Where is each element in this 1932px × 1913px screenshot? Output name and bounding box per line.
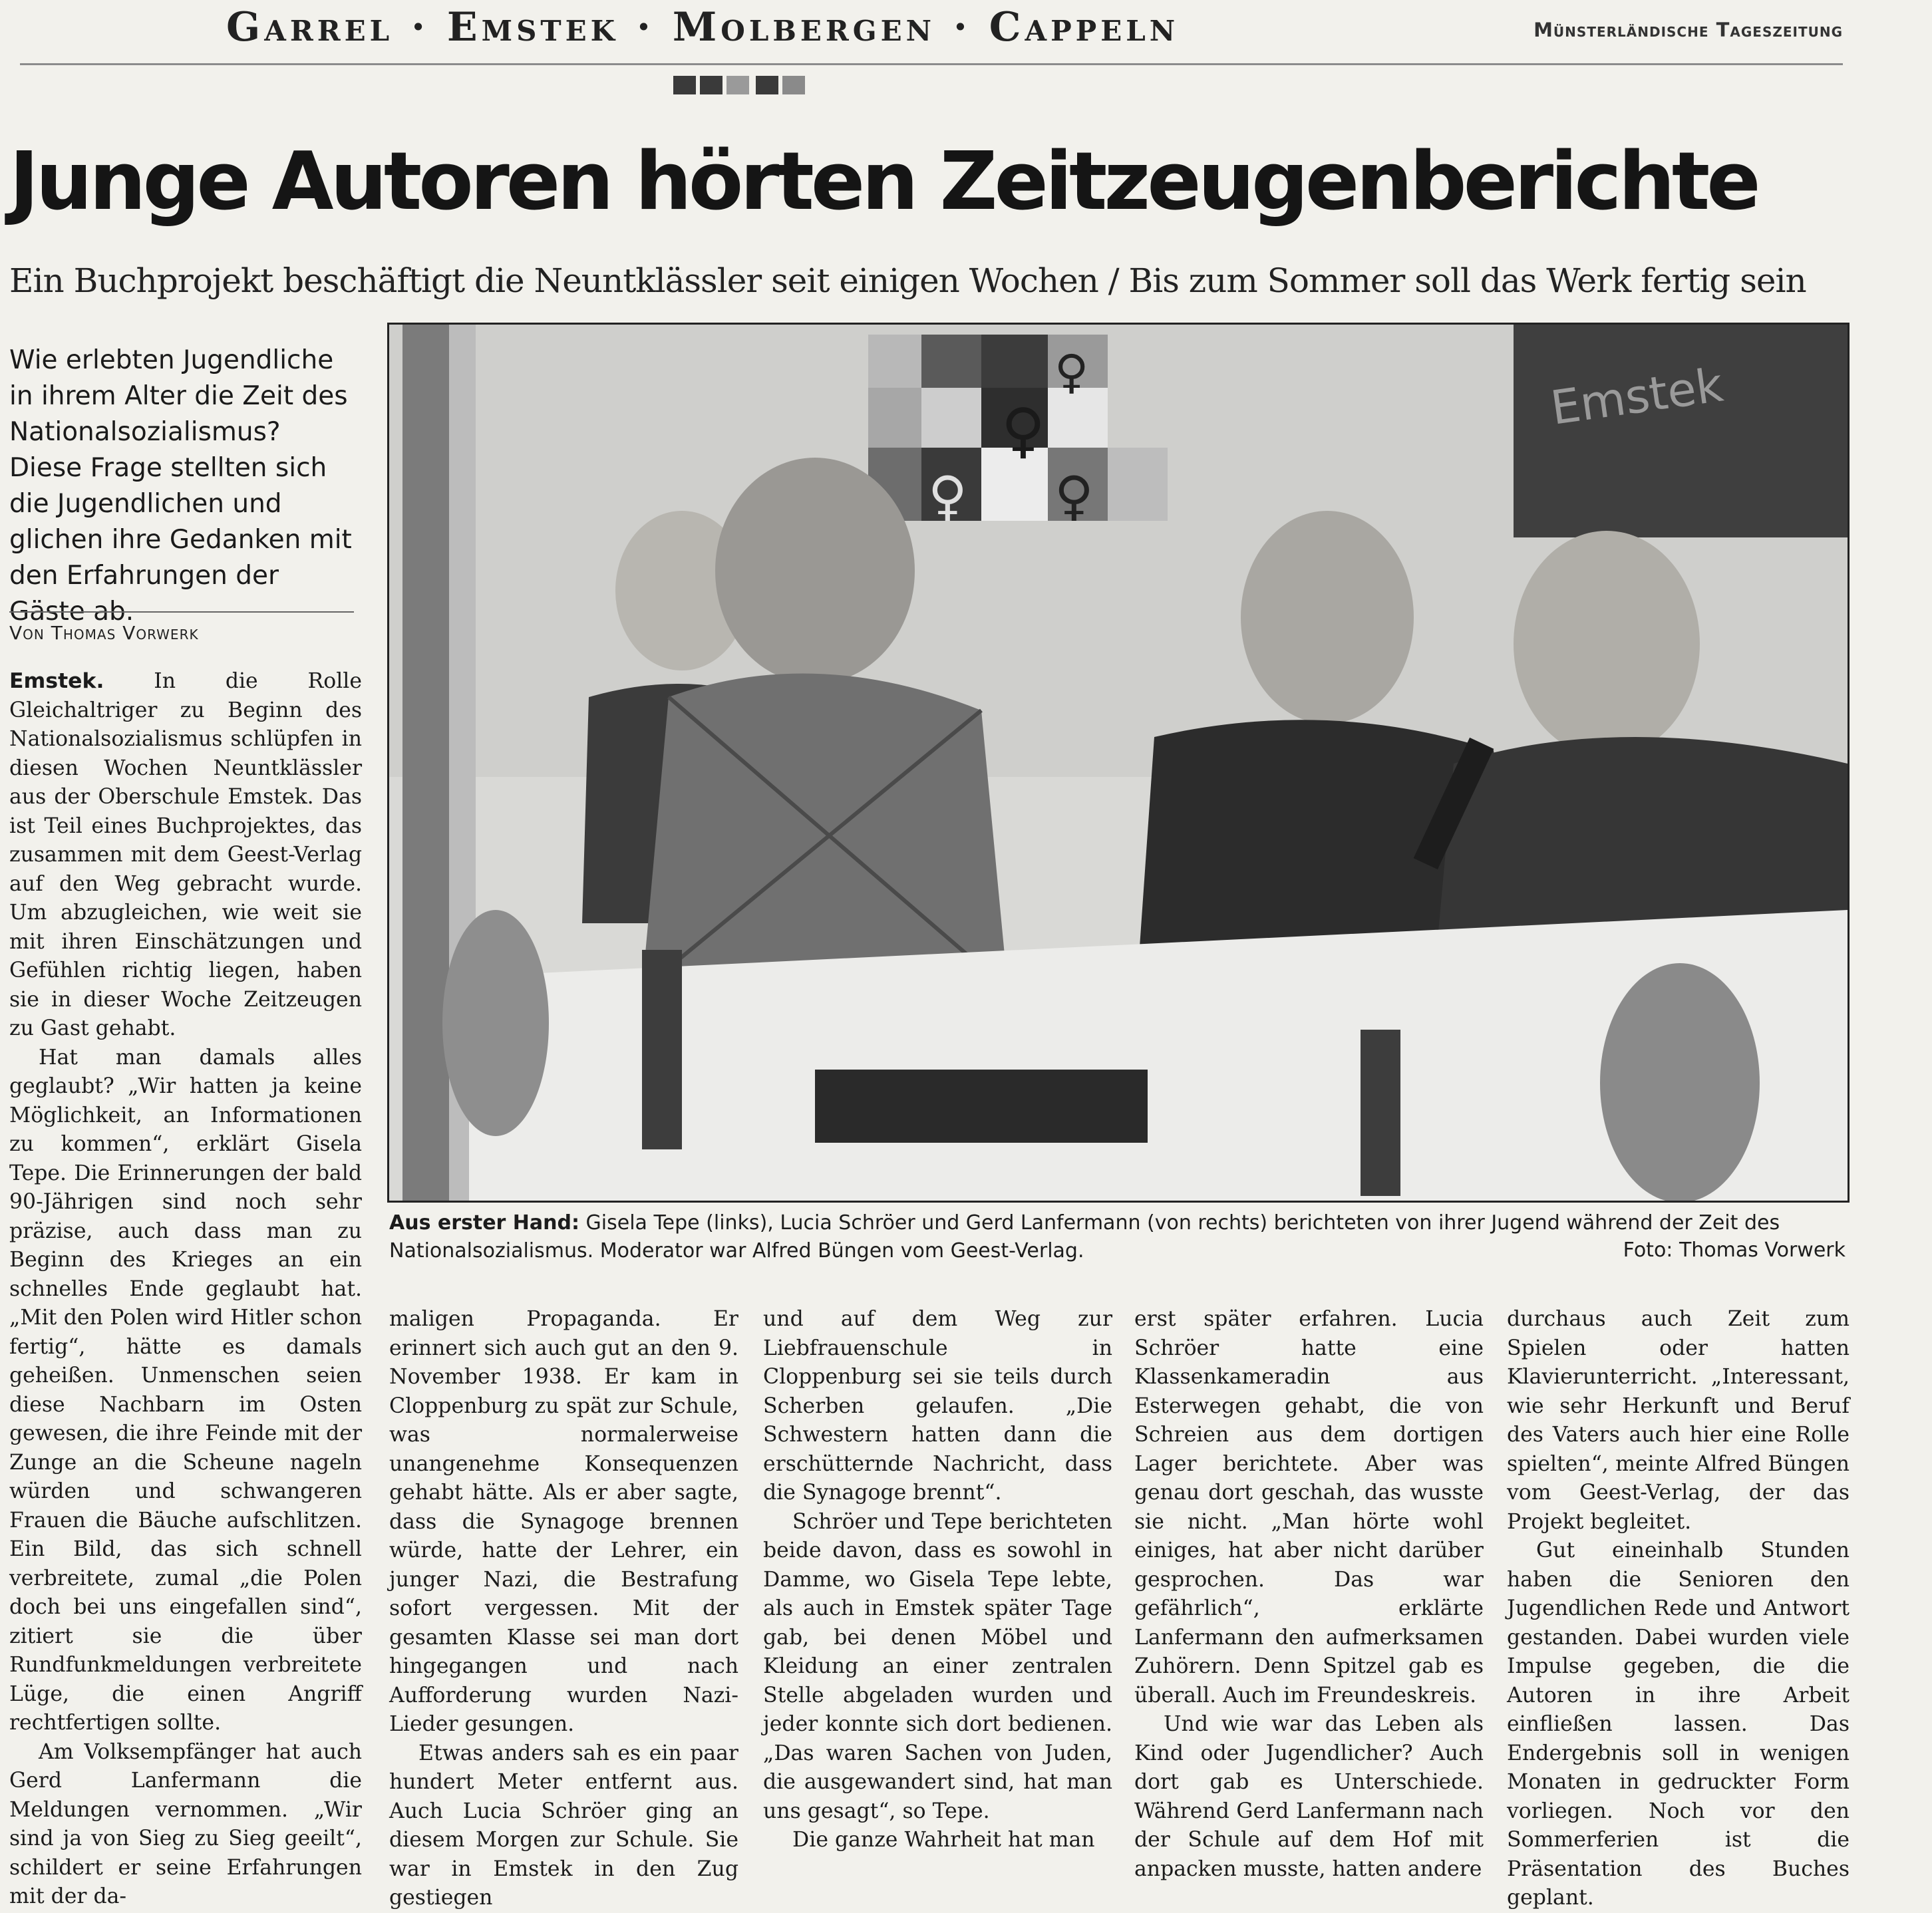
paragraph: Schröer und Tepe berichteten beide davon, dass es sowohl in Damme, wo Gisela Tepe lebte, als auch in Emstek später Tage gab, bei denen Möbel und Kleidung an einer zentralen Stelle abgeladen wurden und jeder konnte sich dort bedienen. „Das waren Sachen von Juden, die ausgewandert sind, hat man uns gesagt“, so Tepe. (763, 1509, 1112, 1823)
photo-credit: Foto: Thomas Vorwerk (1623, 1239, 1846, 1262)
svg-text:Emstek: Emstek (1547, 357, 1726, 436)
paragraph: Am Volksempfänger hat auch Gerd Lanfermann die Meldungen vernommen. „Wir sind ja von Sieg zu Sieg geeilt“, schildert er seine Erfahrungen mit der da- (9, 1739, 362, 1908)
paragraph (9, 667, 362, 1044)
photo-illustration (389, 325, 1848, 1201)
news-photo (387, 323, 1850, 1203)
marker-block (726, 76, 749, 94)
svg-text:♀: ♀ (1054, 345, 1089, 399)
svg-text:♀: ♀ (1054, 465, 1094, 527)
paragraph-text: In die Rolle Gleichaltriger zu Beginn des Nationalsozialismus schlüpfen in diesen Wochen Neuntklässler aus der Oberschule Emstek. Das ist Teil eines Buchprojektes, das zusammen mit dem Geest-Verlag auf den Weg gebracht wurde. Um abzugleichen, wie weit sie mit ihren Einschätzungen und Gefühlen richtig liegen, haben sie in dieser Woche Zeitzeugen zu Gast gehabt. (9, 669, 362, 1040)
dateline-city: Emstek. (9, 669, 104, 693)
teaser: Wie erlebten Jugendliche in ihrem Alter die Zeit des Nationalsozialismus? Diese Frage stellten sich die Jugendlichen und glichen ihre Gedanken mit den Erfahrungen der Gäste ab. (9, 345, 352, 627)
byline: Von Thomas Vorwerk (9, 622, 199, 644)
svg-text:♀: ♀ (928, 465, 967, 527)
table (442, 910, 1848, 1201)
masthead (20, 0, 1843, 65)
paragraph: und auf dem Weg zur Liebfrauenschule in Cloppenburg sei sie teils durch Scherben gelaufen. „Die Schwestern hatten dann die erschütternde Nachricht, dass die Synagoge brennt“. (763, 1307, 1112, 1505)
newspaper-name: Münsterländische Tageszeitung (1533, 19, 1843, 41)
byline-divider (9, 611, 354, 613)
banner (1514, 325, 1848, 537)
section-towns: Garrel · Emstek · Molbergen · Cappeln (226, 4, 1180, 51)
marker-block (756, 76, 778, 94)
paragraph: Hat man damals alles geglaubt? „Wir hatten ja keine Möglichkeit, an Informationen zu kommen“, erklärt Gisela Tepe. Die Erinnerungen der bald 90-Jährigen sind noch sehr präzise, auch dass man zu Beginn des Krieges an ein schnelles Ende geglaubt hat. „Mit den Polen wird Hitler schon fertig“, hätte es damals geheißen. Unmenschen seien diese Nachbarn im Osten gewesen, die ihre Feinde mit der Zunge an die Scheune nageln würden und schwangeren Frauen die Bäuche aufschlitzen. Ein Bild, das sich schnell verbreitete, zumal „die Polen doch bei uns eingefallen sind“, zitiert sie die über Rundfunkmeldungen verbreitete Lüge, die einen Angriff rechtfertigen sollte. (9, 1045, 362, 1735)
paragraph: Und wie war das Leben als Kind oder Jugendlicher? Auch dort gab es Unterschiede. Während Gerd Lanfermann nach der Schule auf dem Hof mit anpacken musste, hatten andere (1134, 1712, 1484, 1881)
paragraph: erst später erfahren. Lucia Schröer hatte eine Klassenkameradin aus Esterwegen gehabt, die von Schreien aus dem dortigen Lager berichtete. Aber was genau dort geschah, das wusste sie nicht. „Man hörte wohl einiges, hat aber nicht darüber gesprochen. Das war gefährlich“, erklärte Lanfermann den aufmerksamen Zuhörern. Denn Spitzel gab es überall. Auch im Freundeskreis. (1134, 1307, 1484, 1707)
subheadline: Ein Buchprojekt beschäftigt die Neuntklässler seit einigen Wochen / Bis zum Sommer soll das Werk fertig sein (9, 261, 1806, 300)
article-column-1 (9, 667, 362, 1912)
headline: Junge Autoren hörten Zeitzeugenberichte (9, 136, 1758, 228)
article-column-5 (1507, 1305, 1850, 1913)
paragraph: Die ganze Wahrheit hat man (792, 1828, 1095, 1852)
caption-lead: Aus erster Hand: (389, 1211, 579, 1235)
paragraph: Gut eineinhalb Stunden haben die Senioren den Jugendlichen Rede und Antwort gestanden. Dabei wurden viele Impulse gegeben, die die Autoren in ihre Arbeit einfließen lassen. Das Endergebnis soll in wenigen Monaten in gedruckter Form vorliegen. Noch vor den Sommerferien ist die Präsentation des Buches geplant. (1507, 1539, 1850, 1910)
marker-block (782, 76, 805, 94)
paragraph: maligen Propaganda. Er erinnert sich auch gut an den 9. November 1938. Er kam in Cloppenburg zu spät zur Schule, was normalerweise unangenehme Konsequenzen gehabt hätte. Als er aber sagte, dass die Synagoge brennen würde, hatte der Lehrer, ein junger Nazi, die Bestrafung sofort vergessen. Mit der gesamten Klasse sei man dort hingegangen und nach Aufforderung wurden Nazi-Lieder gesungen. (389, 1307, 738, 1736)
marker-block (673, 76, 696, 94)
marker-block (700, 76, 723, 94)
article-column-4 (1134, 1305, 1484, 1884)
caption-text: Gisela Tepe (links), Lucia Schröer und Gerd Lanfermann (von rechts) berichteten von ihrer Jugend während der Zeit des Nationalsozialismus. Moderator war Alfred Büngen vom Geest-Verlag. (389, 1211, 1780, 1262)
article-column-2 (389, 1305, 738, 1913)
article-column-3 (763, 1305, 1112, 1855)
svg-text:♀: ♀ (1001, 396, 1045, 466)
paragraph: durchaus auch Zeit zum Spielen oder hatten Klavierunterricht. „Interessant, wie sehr Herkunft und Beruf des Vaters auch hier eine Rolle spielten“, meinte Alfred Büngen vom Geest-Verlag, der das Projekt begleitet. (1507, 1307, 1850, 1534)
paragraph: Etwas anders sah es ein paar hundert Meter entfernt aus. Auch Lucia Schröer ging an diesem Morgen zur Schule. Sie war in Emstek in den Zug gestiegen (389, 1741, 738, 1910)
